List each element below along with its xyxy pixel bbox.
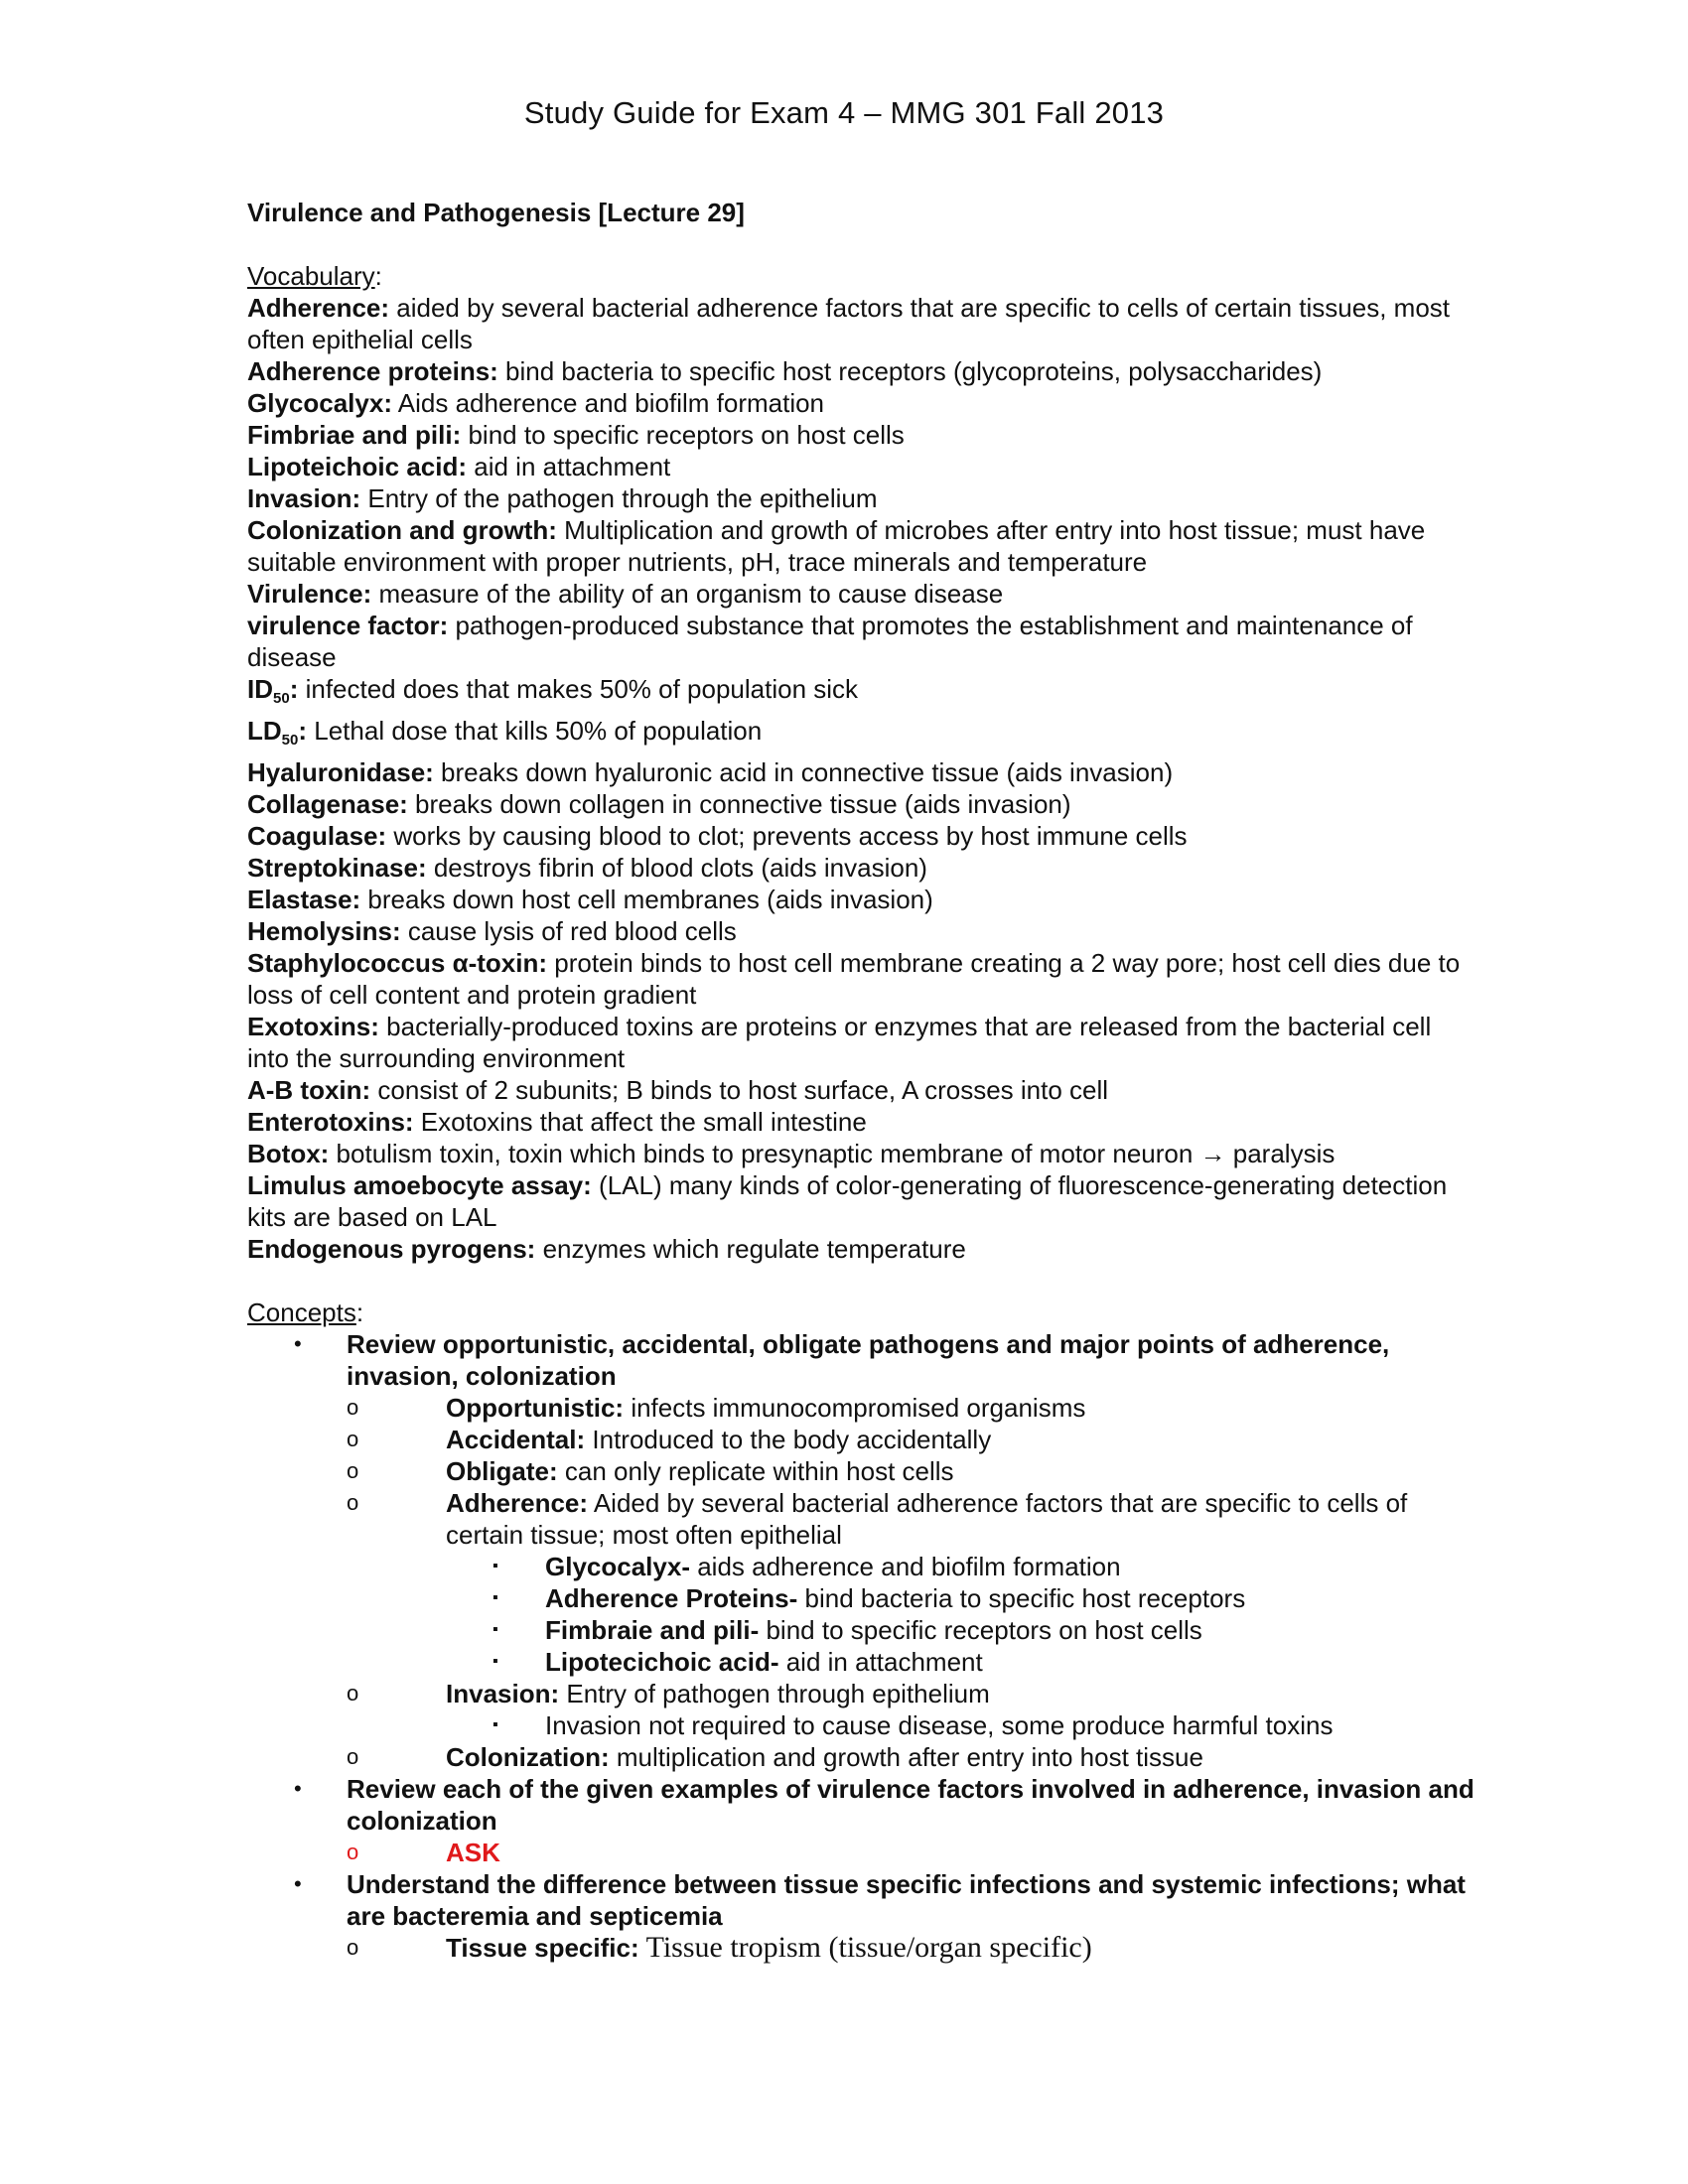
vocab-definition: botulism toxin, toxin which binds to presynaptic membrane of motor neuron → paralysis bbox=[329, 1139, 1336, 1168]
vocab-definition: (LAL) many kinds of color-generating of fluorescence-generating detection kits are based on LAL bbox=[247, 1170, 1448, 1232]
concept-sublist bbox=[347, 1392, 1478, 1773]
vocab-entry bbox=[247, 947, 1478, 1011]
vocab-definition: Lethal dose that kills 50% of population bbox=[307, 716, 763, 746]
concept-subsubitem: ▪ Lipotecichoic acid- aid in attachment bbox=[492, 1647, 983, 1677]
concept-subitem: o Invasion: Entry of pathogen through epithelium ▪ Invasion not required to cause disease, some produce harmful toxins bbox=[347, 1678, 1478, 1741]
vocab-term: Limulus amoebocyte assay: bbox=[247, 1170, 592, 1200]
vocab-entry bbox=[247, 715, 1478, 756]
concept-subitem: o Colonization: multiplication and growth after entry into host tissue bbox=[347, 1742, 1203, 1772]
vocab-definition: bacterially-produced toxins are proteins or enzymes that are released from the bacterial cell into the surrounding environment bbox=[247, 1012, 1432, 1073]
concept-text: Understand the difference between tissue specific infections and systemic infections; what are bacteremia and septicemia bbox=[347, 1869, 1466, 1931]
square-bullet-icon: ▪ bbox=[492, 1558, 498, 1574]
vocab-entry bbox=[247, 355, 1478, 387]
vocab-definition: breaks down host cell membranes (aids invasion) bbox=[360, 885, 933, 914]
concept-subsubitem: ▪ Fimbraie and pili- bind to specific receptors on host cells bbox=[492, 1615, 1202, 1645]
vocab-definition: infected does that makes 50% of population sick bbox=[298, 674, 859, 704]
concept-subitem: o Accidental: Introduced to the body accidentally bbox=[347, 1425, 992, 1454]
document-title: Study Guide for Exam 4 – MMG 301 Fall 2013 bbox=[523, 95, 1165, 130]
vocab-definition: destroys fibrin of blood clots (aids invasion) bbox=[426, 853, 927, 883]
concept-item bbox=[247, 1868, 1478, 1964]
vocab-term: Coagulase: bbox=[247, 821, 387, 851]
vocab-entry bbox=[247, 1011, 1478, 1074]
vocab-entry bbox=[247, 1106, 1478, 1138]
vocab-entry bbox=[247, 419, 1478, 451]
vocab-term: virulence factor: bbox=[247, 611, 449, 640]
vocab-entry bbox=[247, 788, 1478, 820]
vocab-definition: bind bacteria to specific host receptors (glycoproteins, polysaccharides) bbox=[497, 356, 1323, 386]
concept-subitem: o Tissue specific: Tissue tropism (tissue/organ specific) bbox=[347, 1931, 1092, 1964]
vocab-definition: pathogen-produced substance that promotes the establishment and maintenance of disease bbox=[247, 611, 1413, 672]
vocab-term: Endogenous pyrogens: bbox=[247, 1234, 536, 1264]
concepts-list bbox=[247, 1328, 1478, 1964]
vocabulary-heading: Vocabulary: bbox=[247, 261, 382, 291]
circle-bullet-icon: o bbox=[347, 1395, 359, 1420]
vocab-term: Streptokinase: bbox=[247, 853, 427, 883]
concept-subsubitem: ▪ Invasion not required to cause disease, some produce harmful toxins bbox=[492, 1710, 1334, 1740]
concept-subsubitem: ▪ Adherence Proteins- bind bacteria to specific host receptors bbox=[492, 1583, 1246, 1613]
vocab-definition: aid in attachment bbox=[467, 452, 671, 481]
vocab-term: Adherence proteins: bbox=[247, 356, 498, 386]
vocab-term: Colonization and growth: bbox=[247, 515, 557, 545]
vocab-entry bbox=[247, 451, 1478, 482]
vocab-term: $ID_{50}$: bbox=[247, 674, 299, 707]
vocab-definition: enzymes which regulate temperature bbox=[535, 1234, 966, 1264]
circle-bullet-icon: o bbox=[347, 1490, 359, 1515]
concept-subitem: o Obligate: can only replicate within host cells bbox=[347, 1456, 954, 1486]
bullet-icon: • bbox=[294, 1871, 302, 1896]
concept-subsubitem: ▪ Glycocalyx- aids adherence and biofilm formation bbox=[492, 1552, 1121, 1581]
vocab-entry bbox=[247, 578, 1478, 610]
vocab-definition: bind to specific receptors on host cells bbox=[461, 420, 905, 450]
vocab-definition: breaks down collagen in connective tissue (aids invasion) bbox=[407, 789, 1071, 819]
vocab-definition: measure of the ability of an organism to cause disease bbox=[371, 579, 1004, 609]
circle-bullet-icon: o bbox=[347, 1681, 359, 1706]
vocab-entry bbox=[247, 610, 1478, 673]
vocab-entry bbox=[247, 1233, 1478, 1265]
ask-note: ASK bbox=[446, 1838, 500, 1867]
circle-bullet-icon: o bbox=[347, 1935, 359, 1960]
vocab-term: Glycocalyx: bbox=[247, 388, 392, 418]
concept-item bbox=[247, 1328, 1478, 1773]
vocab-term: Invasion: bbox=[247, 483, 361, 513]
vocab-term: Staphylococcus α-toxin: bbox=[247, 948, 548, 978]
vocab-entry bbox=[247, 1169, 1478, 1233]
vocab-entry bbox=[247, 673, 1478, 715]
square-bullet-icon: ▪ bbox=[492, 1653, 498, 1670]
vocab-entry bbox=[247, 852, 1478, 884]
concept-subsublist bbox=[446, 1551, 1478, 1678]
vocab-term: Lipoteichoic acid: bbox=[247, 452, 468, 481]
vocab-term: A-B toxin: bbox=[247, 1075, 371, 1105]
subscript: 50 bbox=[273, 690, 290, 707]
vocab-definition: cause lysis of red blood cells bbox=[400, 916, 737, 946]
bullet-icon: • bbox=[294, 1776, 302, 1801]
circle-bullet-icon: o bbox=[347, 1458, 359, 1483]
concept-text: Review each of the given examples of virulence factors involved in adherence, invasion and colonization bbox=[347, 1774, 1475, 1836]
concept-sublist bbox=[347, 1837, 1478, 1868]
vocab-entry bbox=[247, 884, 1478, 915]
bullet-icon: • bbox=[294, 1331, 302, 1356]
concept-subitem bbox=[347, 1837, 1478, 1868]
vocab-entry bbox=[247, 387, 1478, 419]
vocab-term: Fimbriae and pili: bbox=[247, 420, 462, 450]
vocab-term: Exotoxins: bbox=[247, 1012, 379, 1041]
vocab-definition: Entry of the pathogen through the epithelium bbox=[360, 483, 878, 513]
vocab-term: Botox: bbox=[247, 1139, 330, 1168]
square-bullet-icon: ▪ bbox=[492, 1716, 498, 1733]
circle-bullet-icon: o bbox=[347, 1744, 359, 1769]
concept-subsublist bbox=[446, 1709, 1478, 1741]
concept-subitem: o Opportunistic: infects immunocompromised organisms bbox=[347, 1393, 1086, 1423]
vocab-definition: breaks down hyaluronic acid in connective tissue (aids invasion) bbox=[433, 757, 1174, 787]
vocab-entry bbox=[247, 915, 1478, 947]
vocab-entry bbox=[247, 756, 1478, 788]
vocab-entry bbox=[247, 482, 1478, 514]
vocab-entry bbox=[247, 820, 1478, 852]
square-bullet-icon: ▪ bbox=[492, 1589, 498, 1606]
vocab-definition: Exotoxins that affect the small intestine bbox=[413, 1107, 867, 1137]
vocab-term: Hyaluronidase: bbox=[247, 757, 434, 787]
vocabulary-heading-text: Vocabulary bbox=[247, 261, 375, 291]
vocab-definition: Multiplication and growth of microbes after entry into host tissue; must have suitable environment with proper nutrients, pH, trace minerals and temperature bbox=[247, 515, 1426, 577]
concept-item bbox=[247, 1773, 1478, 1868]
vocab-term: Virulence: bbox=[247, 579, 372, 609]
document-body bbox=[247, 197, 1478, 1964]
vocab-term: Hemolysins: bbox=[247, 916, 401, 946]
vocab-definition: protein binds to host cell membrane creating a 2 way pore; host cell dies due to loss of cell content and protein gradient bbox=[247, 948, 1461, 1010]
vocab-definition: works by causing blood to clot; prevents access by host immune cells bbox=[386, 821, 1188, 851]
concept-subitem: o Adherence: Aided by several bacterial adherence factors that are specific to cells of certain tissue; most often epithelial ▪ Glycocalyx- aids adherence and biofilm formation ▪ Adherence Proteins- bind bacteria to specific host receptors ▪ Fimbraie and pili- bind to specific receptors on host cells ▪ Lipotecichoic acid- aid in attachment bbox=[347, 1487, 1478, 1678]
circle-bullet-icon: o bbox=[347, 1840, 359, 1864]
concept-text: Review opportunistic, accidental, obligate pathogens and major points of adherence, invasion, colonization bbox=[347, 1329, 1390, 1391]
vocab-entry bbox=[247, 1074, 1478, 1106]
section-heading: Virulence and Pathogenesis [Lecture 29] bbox=[247, 198, 745, 227]
vocab-entry bbox=[247, 292, 1478, 355]
vocab-definition: aided by several bacterial adherence factors that are specific to cells of certain tissues, most often epithelial cells bbox=[247, 293, 1451, 354]
vocab-term: Adherence: bbox=[247, 293, 390, 323]
circle-bullet-icon: o bbox=[347, 1427, 359, 1451]
concept-sublist bbox=[347, 1932, 1478, 1964]
vocab-term: Elastase: bbox=[247, 885, 361, 914]
vocab-definition: consist of 2 subunits; B binds to host surface, A crosses into cell bbox=[370, 1075, 1109, 1105]
subscript: 50 bbox=[281, 732, 299, 749]
vocabulary-list bbox=[247, 292, 1478, 1265]
vocab-term: Enterotoxins: bbox=[247, 1107, 414, 1137]
vocab-term: Collagenase: bbox=[247, 789, 408, 819]
vocab-definition: Aids adherence and biofilm formation bbox=[391, 388, 825, 418]
vocab-entry bbox=[247, 514, 1478, 578]
vocab-term: $LD_{50}$: bbox=[247, 716, 308, 749]
concepts-heading-text: Concepts bbox=[247, 1297, 356, 1327]
concepts-heading: Concepts: bbox=[247, 1297, 364, 1327]
vocab-entry bbox=[247, 1138, 1478, 1169]
square-bullet-icon: ▪ bbox=[492, 1621, 498, 1638]
